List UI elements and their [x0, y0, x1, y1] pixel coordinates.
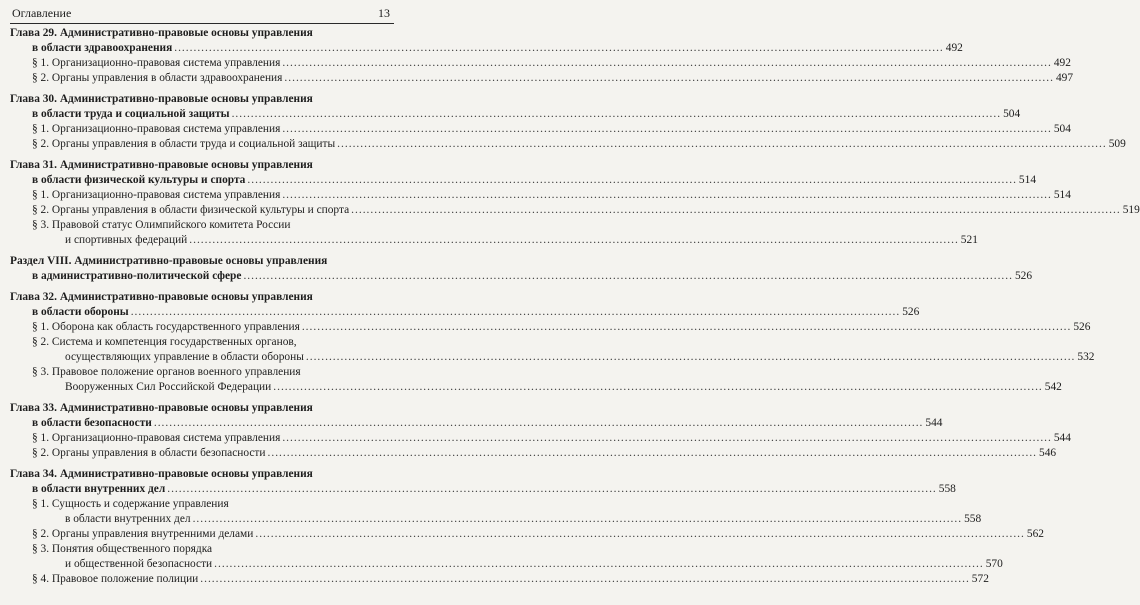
section-entry-page: 572: [971, 573, 989, 585]
section-entry[interactable]: [10, 203, 1140, 218]
dot-leader: ........................................................................................................................................................................................................: [130, 306, 901, 318]
section-entry[interactable]: [10, 56, 1071, 71]
section-entry[interactable]: [10, 365, 1062, 395]
dot-leader: ........................................................................................................................................................................................................: [174, 42, 944, 54]
section-entry-text: § 3. Правовое положение органов военного управления: [32, 366, 301, 378]
section-entry-page: 497: [1055, 72, 1074, 84]
chapter-heading-text: в области физической культуры и спорта: [32, 174, 246, 186]
chapter-heading-text: Глава 29. Административно-правовые основы управления: [10, 27, 313, 39]
dot-leader: ........................................................................................................................................................................................................: [243, 270, 1013, 282]
dot-leader: ........................................................................................................................................................................................................: [305, 351, 1076, 363]
section-entry-page: 570: [985, 558, 1003, 570]
dot-leader: ........................................................................................................................................................................................................: [284, 72, 1054, 84]
section-entry[interactable]: [10, 542, 1003, 572]
chapter-heading[interactable]: [10, 26, 963, 56]
chapter-heading-page: 504: [1003, 108, 1021, 120]
dot-leader: ........................................................................................................................................................................................................: [301, 321, 1072, 333]
section-entry-text: § 4. Правовое положение полиции: [32, 573, 199, 585]
section-entry-text: § 2. Органы управления в области физической культуры и спорта: [32, 204, 350, 216]
section-entry-page: 558: [964, 513, 982, 525]
dot-leader: ........................................................................................................................................................................................................: [153, 417, 924, 429]
section-entry-page: 562: [1026, 528, 1044, 540]
part-heading[interactable]: [10, 254, 1033, 284]
chapter-heading[interactable]: [10, 467, 956, 497]
section-entry-text: § 1. Оборона как область государственного управления: [32, 321, 300, 333]
dot-leader: ........................................................................................................................................................................................................: [189, 234, 959, 246]
dot-leader: ........................................................................................................................................................................................................: [267, 447, 1038, 459]
section-entry[interactable]: [10, 71, 1074, 86]
section-entry-page: 509: [1108, 138, 1126, 150]
section-entry[interactable]: [10, 320, 1091, 335]
section-entry-page: 544: [1053, 432, 1071, 444]
chapter-heading-text: Глава 33. Административно-правовые основы управления: [10, 402, 313, 414]
section-entry[interactable]: [10, 188, 1071, 203]
chapter-heading-page: 558: [938, 483, 956, 495]
dot-leader: ........................................................................................................................................................................................................: [337, 138, 1107, 150]
chapter-heading-page: 514: [1018, 174, 1037, 186]
chapter-heading-page: 526: [902, 306, 920, 318]
table-of-contents: [10, 26, 1140, 587]
dot-leader: ........................................................................................................................................................................................................: [192, 513, 963, 525]
dot-leader: ........................................................................................................................................................................................................: [282, 57, 1052, 69]
section-entry-page: 492: [1053, 57, 1071, 69]
section-entry[interactable]: [10, 431, 1071, 446]
dot-leader: ........................................................................................................................................................................................................: [200, 573, 970, 585]
section-entry-text: § 1. Сущность и содержание управления: [32, 498, 229, 510]
chapter-heading[interactable]: [10, 401, 943, 431]
section-entry-text: § 2. Органы управления внутренними делами: [32, 528, 254, 540]
page-number: 13: [378, 6, 390, 20]
chapter-heading-page: 492: [945, 42, 963, 54]
running-header: [10, 4, 394, 24]
dot-leader: ........................................................................................................................................................................................................: [167, 483, 937, 495]
dot-leader: ........................................................................................................................................................................................................: [273, 381, 1043, 393]
chapter-heading-text: в области обороны: [32, 306, 129, 318]
chapter-heading[interactable]: [10, 290, 920, 320]
running-title: Оглавление: [12, 6, 72, 20]
section-entry-text: § 3. Правовой статус Олимпийского комитета России: [32, 219, 291, 231]
section-entry-text: Вооруженных Сил Российской Федерации: [65, 381, 272, 393]
chapter-heading-text: Глава 32. Административно-правовые основы управления: [10, 291, 313, 303]
dot-leader: ........................................................................................................................................................................................................: [282, 123, 1052, 135]
section-entry[interactable]: [10, 572, 989, 587]
part-heading-text: в административно-политической сфере: [32, 270, 242, 282]
chapter-heading[interactable]: [10, 92, 1021, 122]
section-entry-text: и спортивных федераций: [65, 234, 188, 246]
section-entry-text: § 3. Понятия общественного порядка: [32, 543, 213, 555]
dot-leader: ........................................................................................................................................................................................................: [214, 558, 984, 570]
section-entry-text: § 1. Организационно-правовая система управления: [32, 189, 281, 201]
dot-leader: ........................................................................................................................................................................................................: [351, 204, 1121, 216]
dot-leader: ........................................................................................................................................................................................................: [282, 189, 1052, 201]
section-entry-text: § 1. Организационно-правовая система управления: [32, 57, 281, 69]
section-entry-text: § 2. Органы управления в области труда и социальной защиты: [32, 138, 336, 150]
chapter-heading-text: в области здравоохранения: [32, 42, 173, 54]
dot-leader: ........................................................................................................................................................................................................: [255, 528, 1025, 540]
section-entry[interactable]: [10, 527, 1044, 542]
section-entry-text: в области внутренних дел: [65, 513, 191, 525]
section-entry-page: 542: [1044, 381, 1062, 393]
chapter-heading-text: Глава 31. Административно-правовые основы управления: [10, 159, 313, 171]
part-heading-text: Раздел VIII. Административно-правовые основы управления: [10, 255, 328, 267]
section-entry-text: § 1. Организационно-правовая система управления: [32, 432, 281, 444]
section-entry[interactable]: [10, 122, 1071, 137]
section-entry-text: и общественной безопасности: [65, 558, 213, 570]
part-heading-page: 526: [1014, 270, 1033, 282]
section-entry[interactable]: [10, 218, 978, 248]
section-entry-page: 526: [1073, 321, 1091, 333]
dot-leader: ........................................................................................................................................................................................................: [247, 174, 1017, 186]
dot-leader: ........................................................................................................................................................................................................: [282, 432, 1052, 444]
section-entry-page: 519: [1122, 204, 1140, 216]
chapter-heading-text: в области труда и социальной защиты: [32, 108, 230, 120]
section-entry-text: § 2. Система и компетенция государственных органов,: [32, 336, 297, 348]
section-entry-text: осуществляющих управление в области обороны: [65, 351, 304, 363]
section-entry-page: 514: [1053, 189, 1071, 201]
section-entry-page: 532: [1077, 351, 1095, 363]
chapter-heading-text: Глава 30. Административно-правовые основы управления: [10, 93, 313, 105]
section-entry[interactable]: [10, 446, 1057, 461]
section-entry[interactable]: [10, 335, 1095, 365]
section-entry-text: § 2. Органы управления в области здравоохранения: [32, 72, 283, 84]
chapter-heading-text: Глава 34. Административно-правовые основы управления: [10, 468, 313, 480]
chapter-heading-text: в области внутренних дел: [32, 483, 166, 495]
chapter-heading[interactable]: [10, 158, 1037, 188]
chapter-heading-text: в области безопасности: [32, 417, 152, 429]
section-entry-text: § 1. Организационно-правовая система управления: [32, 123, 281, 135]
section-entry-page: 521: [960, 234, 978, 246]
dot-leader: ........................................................................................................................................................................................................: [231, 108, 1002, 120]
section-entry[interactable]: [10, 497, 982, 527]
section-entry-page: 504: [1053, 123, 1071, 135]
section-entry[interactable]: [10, 137, 1126, 152]
section-entry-page: 546: [1039, 447, 1057, 459]
chapter-heading-page: 544: [925, 417, 943, 429]
section-entry-text: § 2. Органы управления в области безопасности: [32, 447, 266, 459]
